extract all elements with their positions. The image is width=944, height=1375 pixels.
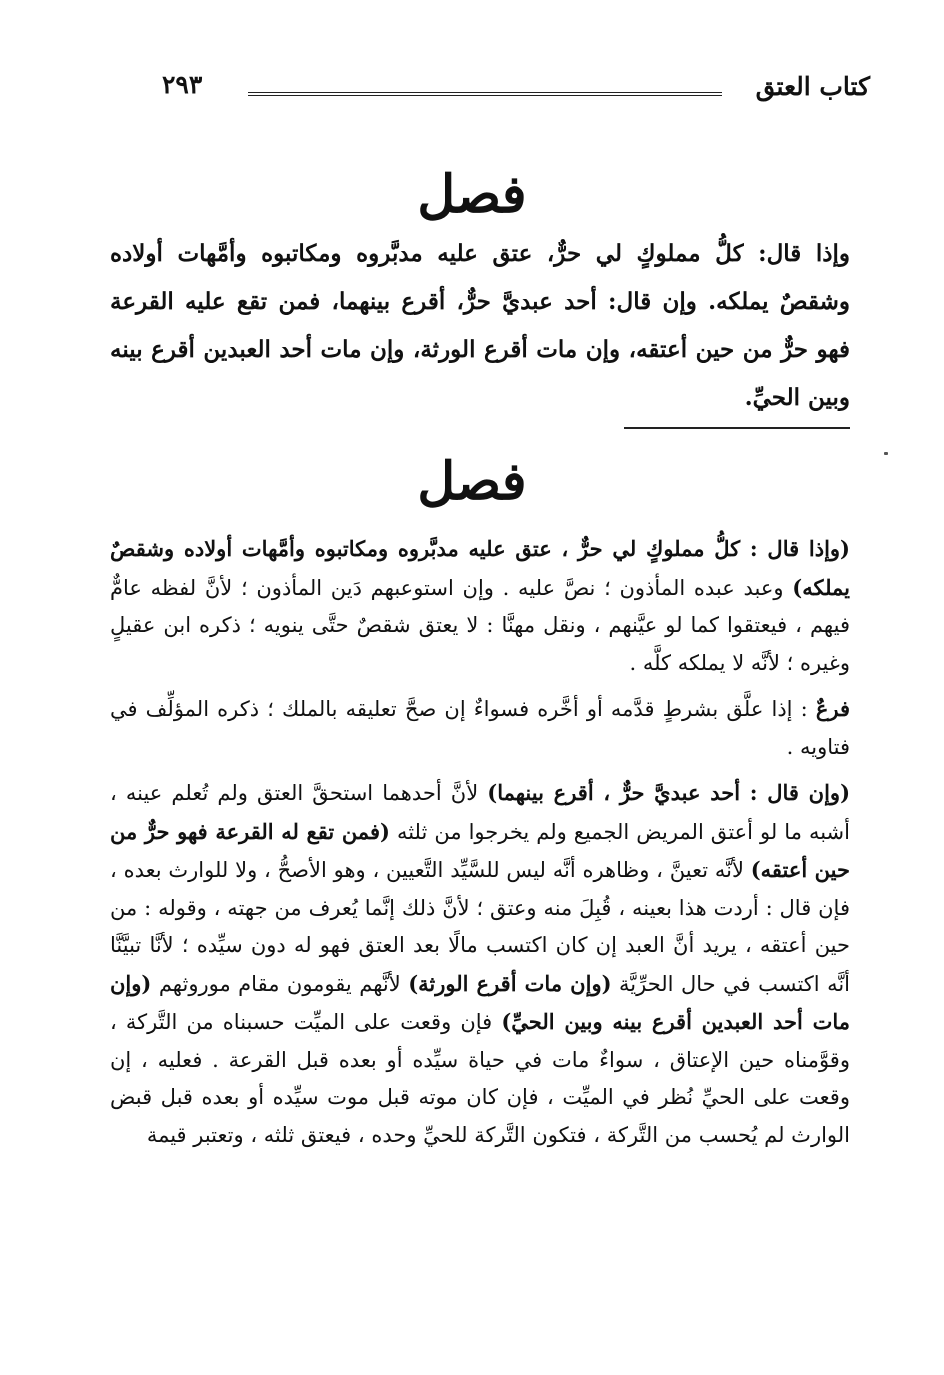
page-number: ٢٩٣ [162,70,203,99]
matn-quote: (وإذا قال : كلُّ مملوكٍ لي حرٌّ ، عتق عليه مدبَّروه ومكاتبوه وأمَّهات أولاده وشقصٌ يملكه) [110,536,851,600]
matn-quote: (فمن تقع له القرعة فهو حرٌّ من حين أعتقه) [110,818,850,882]
commentary-text: وعبد عبده المأذون ؛ نصَّ عليه . وإن استوعبهم دَين المأذون ؛ لأنَّ لفظه عامٌّ فيهم ، فيعتقوا كما لو عيَّنهم ، ونقل مهنَّا : لا يعتق شقصٌ حتَّى ينويه ؛ ذكره ابن عقيلٍ وغيره ؛ لأنَّه لا يملكه كلَّه . [110,575,850,675]
commentary-text: فإن وقعت على الميِّت حسبناه من التَّركة ، وقوَّمناه حين الإعتاق ، سواءٌ مات في حياة سيِّده أو بعده قبل القرعة . فعليه ، إن وقعت على الحيِّ نُظر في الميِّت ، فإن كان موته قبل موت سيِّده أو بعده قبل قبض الوارث لم يُحسب من التَّركة ، فتكون التَّركة للحيِّ وحده ، فيعتق ثلثه ، وتعتبر قيمة [110,1010,850,1147]
commentary-paragraph-1 [110,530,850,682]
matn-quote: (وإن قال : أحد عبديَّ حرٌّ ، أقرع بينهما) [487,780,850,805]
far-label: فرعٌ [815,696,850,721]
matn-quote: (وإن مات أحد العبدين أقرع بينه وبين الحيِّ) [110,970,851,1034]
commentary-text: لأنَّ أحدهما استحقَّ العتق ولم تُعلم عينه ، أشبه ما لو أعتق المريض الجميع ولم يخرجوا من ثلثه [110,781,850,844]
matn-text: وإذا قال: كلُّ مملوكٍ لي حرٌّ، عتق عليه مدبَّروه ومكاتبوه وأمَّهات أولاده وشقصٌ يملكه. وإن قال: أحد عبديَّ حرٌّ، أقرع بينهما، فمن تقع عليه القرعة فهو حرٌّ من حين أعتقه، وإن مات أقرع الورثة، وإن مات أحد العبدين أقرع بينه وبين الحيِّ. [110,240,850,411]
section-heading-1: فصل [417,164,527,225]
commentary-text: : إذا علَّق بشرطٍ قدَّمه أو أخَّره فسواءٌ إن صحَّ تعليقه بالملك ؛ ذكره المؤلِّف في فتاويه . [110,697,850,759]
commentary-paragraph-2 [110,690,850,766]
matn-quote: (وإن مات أقرع الورثة) [408,970,612,996]
commentary-paragraph-3 [110,774,850,1154]
commentary-block [110,530,850,1162]
chapter-title: كتاب العتق [755,72,870,101]
section-heading-2: فصل [417,451,527,512]
header-rule [248,92,722,96]
commentary-text: لأنَّهم يقومون مقام موروثهم [151,971,409,996]
page-header [160,70,870,110]
commentary-text: لأنَّه تعينَّ ، وظاهره أنَّه ليس للسَّيِّد التَّعيين ، وهو الأصحُّ ، ولا للوارث بعده ، فإن قال : أردت هذا بعينه ، قُبِلَ منه وعتق ؛ لأنَّ ذلك إنَّما يُعرف من جهته ، وقوله : من حين أعتقه ، يريد أنَّ العبد إن كان اكتسب مالًا بعد العتق فهو له دون سيِّده ؛ لأنَّا تبيَّنَّا أنَّه اكتسب في حال الحرِّيَّة [110,858,851,996]
section-divider [624,427,850,429]
